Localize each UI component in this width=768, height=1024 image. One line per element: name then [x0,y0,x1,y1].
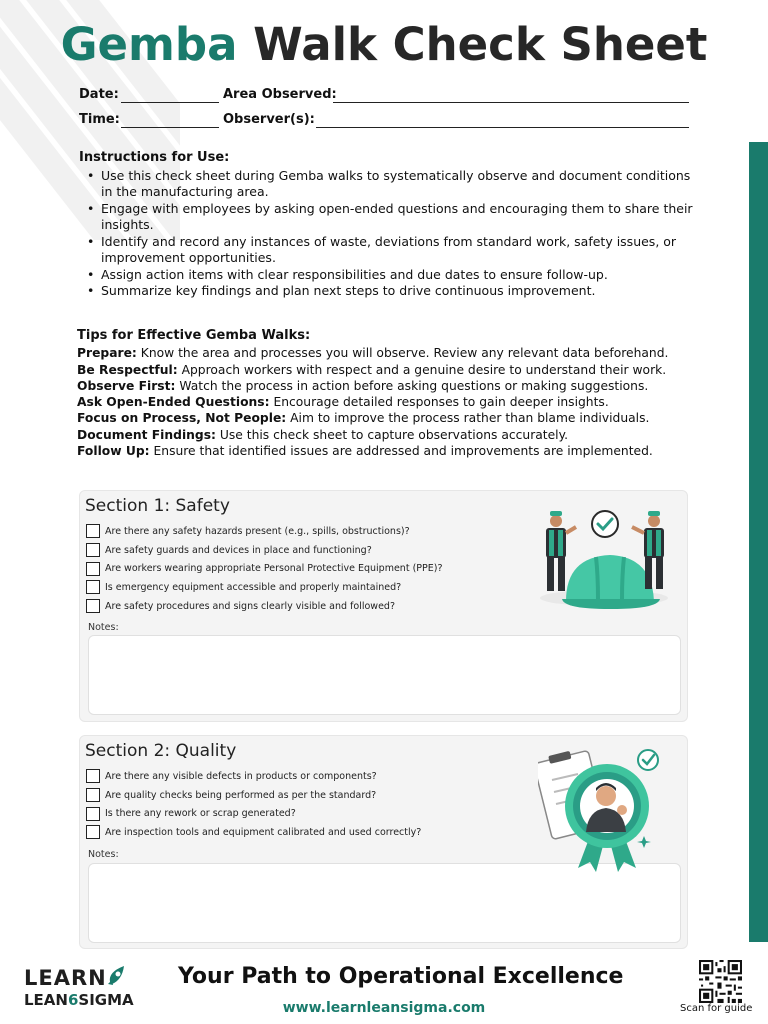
tip-term: Prepare: [77,346,137,361]
time-field[interactable] [121,127,219,128]
logo-line-1: LEARN [24,966,107,990]
checklist-item[interactable] [86,597,442,616]
checkbox[interactable] [86,769,100,783]
checklist-item[interactable] [86,823,421,842]
time-label: Time: [79,112,120,127]
tip-text: Know the area and processes you will observe. Review any relevant data beforehand. [140,346,669,361]
checklist-text: Are workers wearing appropriate Personal Protective Equipment (PPE)? [105,563,443,575]
checklist-text: Are safety guards and devices in place and functioning? [105,544,372,556]
checklist-item[interactable] [86,804,421,823]
instruction-item: • Identify and record any instances of waste, deviations from standard work, safety issues, or improvement opportunities. [101,234,699,267]
tip-text: Ensure that identified issues are addressed and improvements are implemented. [153,444,653,459]
quality-notes-field[interactable] [88,863,681,943]
rocket-icon [104,962,130,988]
tip-term: Observe First: [77,378,176,393]
quality-section [79,735,688,949]
safety-checklist [86,522,442,615]
observers-label: Observer(s): [223,112,315,127]
instructions-block [79,150,699,300]
tagline: Your Path to Operational Excellence [178,964,624,989]
tip-item [77,362,717,378]
checkbox[interactable] [86,599,100,613]
website-link[interactable]: www.learnleansigma.com [282,1000,486,1016]
notes-label: Notes: [88,849,119,860]
side-accent-bar [749,142,768,942]
checklist-item[interactable] [86,767,421,786]
date-area-row [79,87,689,107]
quality-badge-icon [538,744,668,874]
observers-field[interactable] [316,127,689,128]
tip-text: Aim to improve the process rather than blame individuals. [290,411,650,426]
instructions-heading: Instructions for Use: [79,150,230,165]
checkbox[interactable] [86,788,100,802]
checklist-item[interactable] [86,578,442,597]
checkbox[interactable] [86,807,100,821]
logo-lean: LEAN [24,991,68,1009]
checklist-text: Are there any safety hazards present (e.g., spills, obstructions)? [105,525,410,537]
tip-term: Document Findings: [77,427,216,442]
tip-item [77,394,717,410]
notes-label: Notes: [88,622,119,633]
safety-section [79,490,688,722]
tip-term: Be Respectful: [77,362,178,377]
logo-sigma-text: SIGMA [78,991,134,1009]
tips-block [77,328,717,459]
checklist-item[interactable] [86,786,421,805]
instruction-item: • Engage with employees by asking open-ended questions and encouraging them to share their insights. [101,201,699,234]
instruction-item: • Summarize key findings and plan next steps to drive continuous improvement. [101,283,699,300]
qr-code-icon[interactable] [699,960,742,1003]
tip-term: Follow Up: [77,444,150,459]
checkbox[interactable] [86,580,100,594]
tip-text: Encourage detailed responses to gain deeper insights. [273,395,609,410]
tip-text: Approach workers with respect and a genuine desire to understand their work. [181,362,667,377]
checklist-text: Is there any rework or scrap generated? [105,808,296,820]
scan-label: Scan for guide [680,1003,753,1014]
date-field[interactable] [121,102,219,103]
logo-six: 6 [67,991,79,1009]
tip-item [77,345,717,361]
date-label: Date: [79,87,119,102]
tip-item [77,378,717,394]
instruction-item: • Assign action items with clear responsibilities and due dates to ensure follow-up. [101,267,699,284]
checklist-item[interactable] [86,559,442,578]
tip-item [77,427,717,443]
checkbox[interactable] [86,524,100,538]
area-field[interactable] [333,102,689,103]
title-accent: Gemba [60,18,238,71]
time-observer-row [79,112,689,132]
checklist-text: Are inspection tools and equipment calibrated and used correctly? [105,826,422,838]
checklist-text: Are there any visible defects in products or components? [105,770,377,782]
safety-notes-field[interactable] [88,635,681,715]
checklist-item[interactable] [86,522,442,541]
tip-term: Ask Open-Ended Questions: [77,395,270,410]
area-label: Area Observed: [223,87,337,102]
checklist-text: Are quality checks being performed as per the standard? [105,789,377,801]
page-title [0,18,768,71]
checklist-item[interactable] [86,541,442,560]
instructions-list [79,168,699,300]
tip-item [77,410,717,426]
title-rest: Walk Check Sheet [253,18,708,71]
checkbox[interactable] [86,562,100,576]
tips-heading: Tips for Effective Gemba Walks: [77,328,311,343]
checkbox[interactable] [86,825,100,839]
tip-text: Use this check sheet to capture observations accurately. [219,427,569,442]
checklist-text: Is emergency equipment accessible and properly maintained? [105,581,402,593]
tip-item [77,443,717,459]
checkbox[interactable] [86,543,100,557]
quality-checklist [86,767,421,842]
checklist-text: Are safety procedures and signs clearly visible and followed? [105,600,395,612]
section-title: Section 2: Quality [85,741,237,761]
section-title: Section 1: Safety [85,496,230,516]
instruction-item: • Use this check sheet during Gemba walks to systematically observe and document conditions in the manufacturing area. [101,168,699,201]
tip-term: Focus on Process, Not People: [77,411,287,426]
safety-illustration-icon [532,505,672,611]
tip-text: Watch the process in action before asking questions or making suggestions. [179,378,649,393]
